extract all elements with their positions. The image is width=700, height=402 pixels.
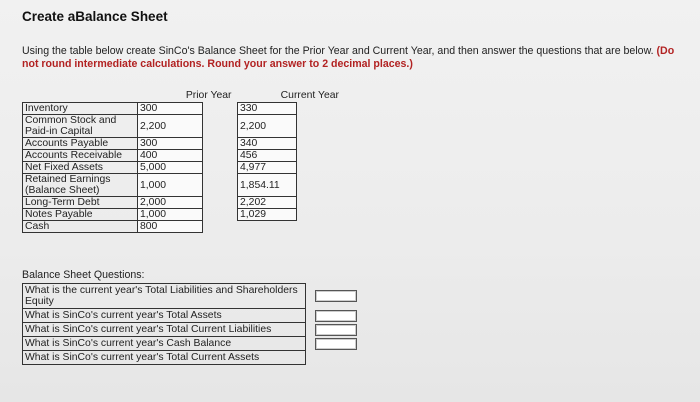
instructions-text: Using the table below create SinCo's Balance Sheet for the Prior Year and Current Year, and then answer the questions that are below. [22,45,657,57]
current-cell: 2,200 [238,115,297,138]
current-cell: 4,977 [238,162,297,174]
table-row [23,103,342,115]
table-row [23,197,342,209]
prior-cell: 2,000 [138,197,203,209]
current-cell: 340 [238,138,297,150]
prior-cell: 1,000 [138,209,203,221]
row-label: Net Fixed Assets [23,162,138,174]
row-label: Common Stock and Paid-in Capital [23,115,138,138]
table-row [23,209,342,221]
question-row [23,337,357,351]
row-label: Accounts Payable [23,138,138,150]
table-header-row [23,89,342,103]
question-row [23,351,357,365]
row-label: Retained Earnings (Balance Sheet) [23,174,138,197]
question-text: What is SinCo's current year's Cash Balance [23,337,306,351]
row-label: Accounts Receivable [23,150,138,162]
prior-cell: 300 [138,138,203,150]
answer-input[interactable] [315,310,357,322]
table-row [23,115,342,138]
table-row [23,221,342,233]
question-row [23,323,357,337]
table-row [23,174,342,197]
answer-input[interactable] [315,338,357,350]
row-label: Notes Payable [23,209,138,221]
answer-input[interactable] [315,324,357,336]
instructions [22,45,682,71]
current-cell: 330 [238,103,297,115]
current-year-header: Current Year [280,90,339,101]
current-cell: 2,202 [238,197,297,209]
prior-cell: 1,000 [138,174,203,197]
table-row [23,150,342,162]
page-title: Create aBalance Sheet [22,9,168,24]
prior-cell: 300 [138,103,203,115]
prior-cell: 400 [138,150,203,162]
prior-cell: 5,000 [138,162,203,174]
instructions-emphasis: (Do not round intermediate calculations. Round your answer to 2 decimal places.) [22,45,675,70]
question-text: What is SinCo's current year's Total Assets [23,309,306,323]
question-row [23,284,357,309]
prior-year-header: Prior Year [185,90,232,101]
current-cell: 1,029 [238,209,297,221]
current-cell: 1,854.11 [238,174,297,197]
table-row [23,138,342,150]
row-label: Inventory [23,103,138,115]
question-row [23,309,357,323]
current-cell: 456 [238,150,297,162]
question-text: What is SinCo's current year's Total Current Assets [23,351,306,365]
prior-cell: 800 [138,221,203,233]
answer-input[interactable] [315,290,357,302]
current-cell [238,221,297,233]
balance-data-table [22,89,341,233]
question-text: What is the current year's Total Liabilities and Shareholders Equity [23,284,306,309]
question-text: What is SinCo's current year's Total Current Liabilities [23,323,306,337]
table-row [23,162,342,174]
row-label: Cash [23,221,138,233]
prior-cell: 2,200 [138,115,203,138]
questions-table [22,283,357,365]
row-label: Long-Term Debt [23,197,138,209]
questions-heading: Balance Sheet Questions: [22,269,145,281]
